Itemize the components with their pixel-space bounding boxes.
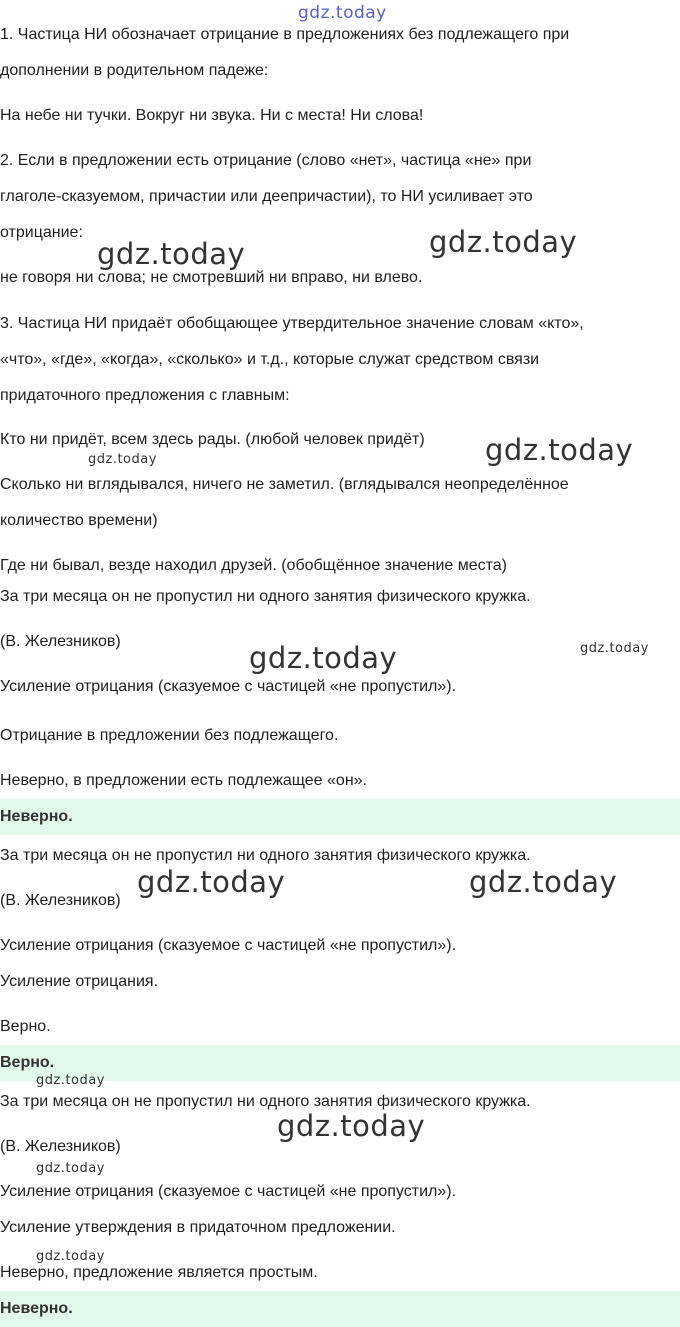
- task-author: (В. Железников): [0, 1138, 121, 1155]
- rule-example-2: не говоря ни слова; не смотревший ни вправо, ни влево.: [0, 269, 423, 286]
- rule-paragraph-2-line: отрицание:: [0, 224, 83, 241]
- watermark: gdz.today: [580, 641, 649, 656]
- task-sentence: За три месяца он не пропустил ни одного занятия физического кружка.: [0, 847, 531, 864]
- task-analysis: Усиление отрицания (сказуемое с частицей «не пропустил»).: [0, 678, 457, 695]
- answer-verdict: Неверно.: [0, 1300, 73, 1317]
- rule-paragraph-3-line: «что», «где», «когда», «сколько» и т.д., которые служат средством связи: [0, 351, 540, 368]
- task-sentence: За три месяца он не пропустил ни одного занятия физического кружка.: [0, 588, 531, 605]
- rule-paragraph-1-line: 1. Частица НИ обозначает отрицание в предложениях без подлежащего при: [0, 26, 570, 43]
- watermark: gdz.today: [469, 865, 618, 899]
- option-reasoning: Неверно, предложение является простым.: [0, 1264, 318, 1281]
- rule-example-3: Сколько ни вглядывался, ничего не заметил. (вглядывался неопределённое: [0, 476, 569, 493]
- task-analysis: Усиление отрицания (сказуемое с частицей «не пропустил»).: [0, 937, 457, 954]
- answer-band: [0, 1291, 680, 1327]
- task-author: (В. Железников): [0, 633, 121, 650]
- watermark: gdz.today: [298, 3, 387, 23]
- answer-verdict: Верно.: [0, 1054, 55, 1071]
- task-author: (В. Железников): [0, 892, 121, 909]
- rule-example-3: Кто ни придёт, всем здесь рады. (любой человек придёт): [0, 431, 425, 448]
- watermark: gdz.today: [429, 225, 578, 259]
- watermark: gdz.today: [97, 237, 246, 271]
- rule-example-3: Где ни бывал, везде находил друзей. (обобщённое значение места): [0, 557, 507, 574]
- watermark: gdz.today: [88, 452, 157, 467]
- option-claim: Отрицание в предложении без подлежащего.: [0, 727, 339, 744]
- option-claim: Усиление отрицания.: [0, 973, 159, 990]
- task-sentence: За три месяца он не пропустил ни одного занятия физического кружка.: [0, 1093, 531, 1110]
- rule-example-3: количество времени): [0, 512, 158, 529]
- task-analysis: Усиление отрицания (сказуемое с частицей «не пропустил»).: [0, 1183, 457, 1200]
- rule-paragraph-2-line: глаголе-сказуемом, причастии или деепричастии), то НИ усиливает это: [0, 188, 533, 205]
- option-reasoning: Неверно, в предложении есть подлежащее «он».: [0, 772, 367, 789]
- watermark: gdz.today: [137, 865, 286, 899]
- watermark: gdz.today: [36, 1073, 105, 1088]
- rule-example-1: На небе ни тучки. Вокруг ни звука. Ни с места! Ни слова!: [0, 107, 424, 124]
- watermark: gdz.today: [36, 1249, 105, 1264]
- rule-paragraph-1-line: дополнении в родительном падеже:: [0, 62, 269, 79]
- rule-paragraph-3-line: придаточного предложения с главным:: [0, 387, 290, 404]
- watermark: gdz.today: [485, 433, 634, 467]
- watermark: gdz.today: [249, 641, 398, 675]
- answer-band: [0, 799, 680, 835]
- option-reasoning: Верно.: [0, 1018, 51, 1035]
- rule-paragraph-3-line: 3. Частица НИ придаёт обобщающее утвердительное значение словам «кто»,: [0, 315, 584, 332]
- watermark: gdz.today: [36, 1161, 105, 1176]
- option-claim: Усиление утверждения в придаточном предложении.: [0, 1219, 396, 1236]
- watermark: gdz.today: [277, 1109, 426, 1143]
- answer-verdict: Неверно.: [0, 808, 73, 825]
- rule-paragraph-2-line: 2. Если в предложении есть отрицание (слово «нет», частица «не» при: [0, 152, 532, 169]
